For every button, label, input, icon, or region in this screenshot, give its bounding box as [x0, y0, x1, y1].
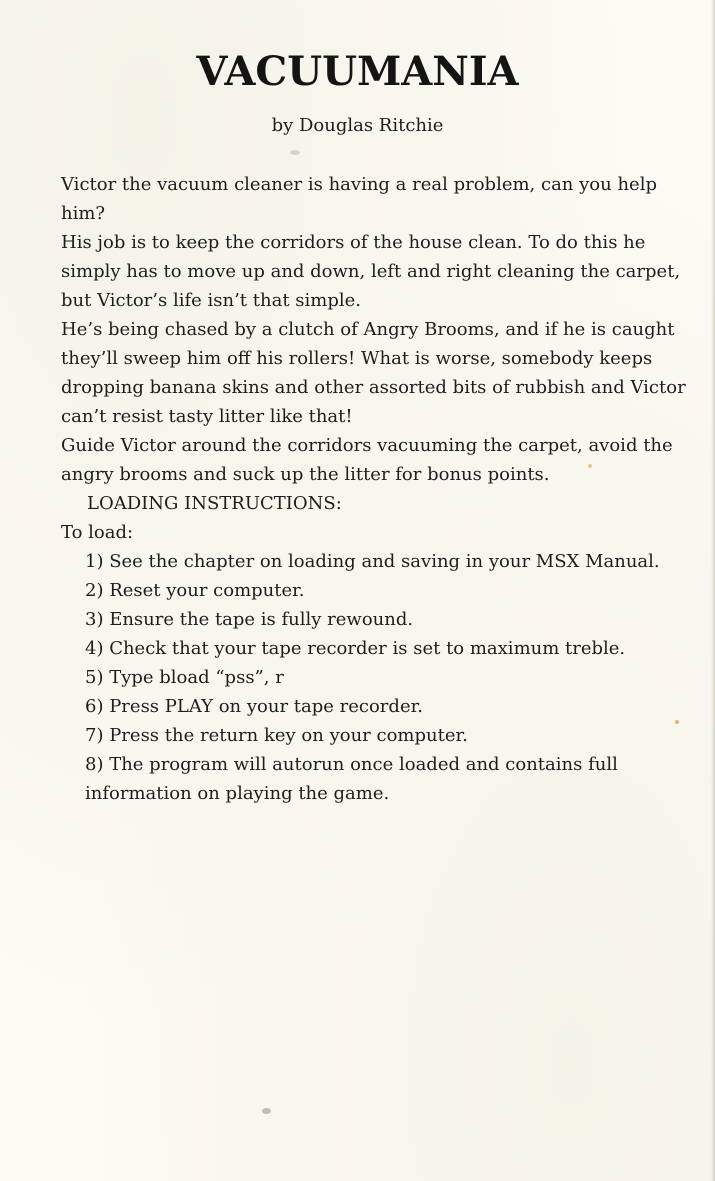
game-title: VACUUMANIA [196, 48, 519, 95]
intro-paragraph: Victor the vacuum cleaner is having a real problem, can you help him? [61, 174, 657, 224]
paper-edge-shadow [711, 0, 715, 1181]
loading-step: 5) Type bload “pss”, r [85, 667, 284, 688]
loading-step: 1) See the chapter on loading and saving in your MSX Manual. [85, 551, 660, 572]
author-byline: by Douglas Ritchie [271, 115, 444, 136]
description-body [61, 170, 691, 808]
loading-steps-list [61, 547, 691, 808]
loading-instructions-heading: LOADING INSTRUCTIONS: [87, 493, 342, 514]
loading-step: 4) Check that your tape recorder is set to maximum treble. [85, 638, 626, 659]
to-load-label: To load: [61, 522, 134, 543]
paper-speck [262, 1108, 271, 1114]
guide-paragraph: Guide Victor around the corridors vacuuming the carpet, avoid the angry brooms and suck up the litter for bonus points. [61, 435, 673, 485]
loading-step: 2) Reset your computer. [85, 580, 305, 601]
job-paragraph: His job is to keep the corridors of the house clean. To do this he simply has to move up and down, left and right cleaning the carpet, but Victor’s life isn’t that simple. [61, 232, 681, 311]
loading-step: 3) Ensure the tape is fully rewound. [85, 609, 414, 630]
loading-step: 6) Press PLAY on your tape recorder. [85, 696, 423, 717]
paper-speck [290, 150, 300, 155]
brooms-paragraph: He’s being chased by a clutch of Angry Brooms, and if he is caught they’ll sweep him off his rollers! What is worse, somebody keeps dropping banana skins and other assorted bits of rubbish and Victor can’t resist tasty litter like that! [61, 319, 686, 427]
loading-step: 8) The program will autorun once loaded and contains full information on playing the game. [85, 754, 618, 804]
loading-step: 7) Press the return key on your computer. [85, 725, 468, 746]
